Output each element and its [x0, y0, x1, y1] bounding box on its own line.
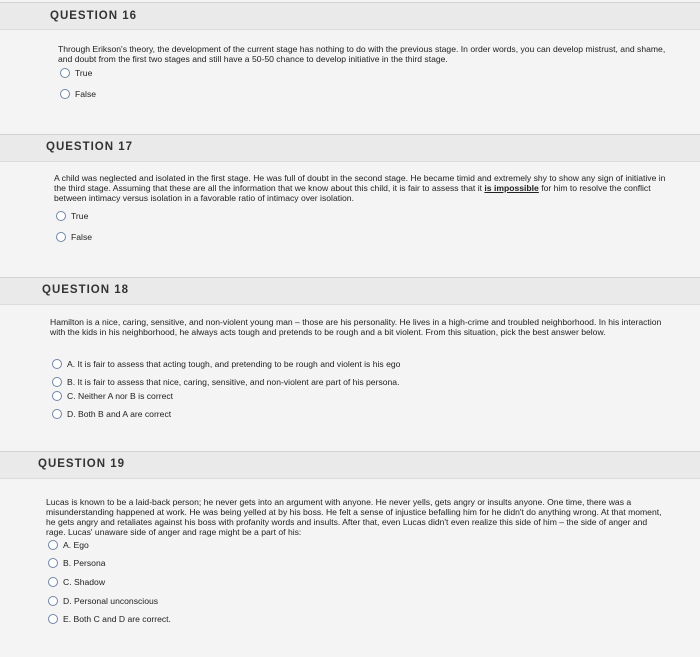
radio-button[interactable] [52, 377, 62, 387]
option-label: D. Both B and A are correct [67, 409, 172, 419]
question-18-option-b[interactable] [52, 377, 399, 387]
question-17-title: QUESTION 17 [46, 141, 134, 153]
radio-button[interactable] [56, 211, 66, 221]
question-19-text: Lucas is known to be a laid-back person; he never gets into an argument with anyone. He never yells, gets angry or insults anyone. One time, there was a misunderstanding happened at work. He was being yelled at by his boss. He felt a sense of injustice befalling him for he didn't do anything wrong. At that moment, he gets angry and retaliates against his boss with profanity words and insults. After that, even Lucas didn't even realize this side of him – the side of anger and rage. Lucas' unaware side of anger and rage might be a part of his: [46, 497, 662, 537]
radio-button[interactable] [60, 68, 70, 78]
radio-button[interactable] [60, 89, 70, 99]
question-16-title: QUESTION 16 [50, 10, 138, 22]
question-16-option-true[interactable] [60, 68, 92, 78]
question-17-option-true[interactable] [56, 211, 88, 221]
radio-button[interactable] [48, 614, 58, 624]
option-label: B. Persona [63, 558, 106, 568]
option-label: A. Ego [63, 540, 89, 550]
question-18-option-a[interactable] [52, 359, 400, 369]
option-label: True [71, 211, 89, 221]
option-label: False [71, 232, 93, 242]
question-17-option-false[interactable] [56, 232, 92, 242]
option-label: C. Shadow [63, 577, 106, 587]
question-19-option-b[interactable] [48, 558, 106, 568]
option-label: False [75, 89, 97, 99]
question-16-text: Through Erikson's theory, the development of the current stage has nothing to do with the previous stage. In order words, you can develop mistrust, and shame, and doubt from the first two stages and still have a 50-50 chance to develop initiative in the third stage. [58, 44, 666, 64]
question-19-title: QUESTION 19 [38, 458, 126, 470]
question-19-option-d[interactable] [48, 596, 158, 606]
question-18-text: Hamilton is a nice, caring, sensitive, and non-violent young man – those are his personality. He lives in a high-crime and troubled neighborhood. In his interaction with the kids in his neighborhood, he always acts tough and pretends to be rough and a bit violent. From this situation, pick the best answer below. [50, 317, 662, 337]
option-label: B. It is fair to assess that nice, caring, sensitive, and non-violent are part of his persona. [67, 377, 400, 387]
radio-button[interactable] [52, 409, 62, 419]
question-16-option-false[interactable] [60, 89, 96, 99]
question-19-option-c[interactable] [48, 577, 105, 587]
question-17-emphasis: is impossible [484, 183, 539, 193]
question-17-text-after: for him to resolve the conflict between intimacy versus isolation in a favorable ratio of intimacy over isolation. [54, 183, 651, 203]
radio-button[interactable] [56, 232, 66, 242]
question-18-title: QUESTION 18 [42, 284, 130, 296]
radio-button[interactable] [48, 558, 58, 568]
radio-button[interactable] [48, 540, 58, 550]
question-18-option-d[interactable] [52, 409, 171, 419]
radio-button[interactable] [52, 391, 62, 401]
option-label: A. It is fair to assess that acting tough, and pretending to be rough and violent is his ego [67, 359, 401, 369]
radio-button[interactable] [48, 596, 58, 606]
option-label: True [75, 68, 93, 78]
option-label: E. Both C and D are correct. [63, 614, 171, 624]
radio-button[interactable] [48, 577, 58, 587]
question-19-option-e[interactable] [48, 614, 171, 624]
option-label: D. Personal unconscious [63, 596, 159, 606]
option-label: C. Neither A nor B is correct [67, 391, 174, 401]
question-19-option-a[interactable] [48, 540, 89, 550]
question-17-text-before: A child was neglected and isolated in the first stage. He was full of doubt in the second stage. He became timid and extremely shy to show any sign of initiative in the third stage. Assuming that these are all the information that we know about this child, it is fair to assess that it [54, 173, 666, 193]
question-17-text [54, 173, 668, 203]
radio-button[interactable] [52, 359, 62, 369]
question-18-option-c[interactable] [52, 391, 173, 401]
